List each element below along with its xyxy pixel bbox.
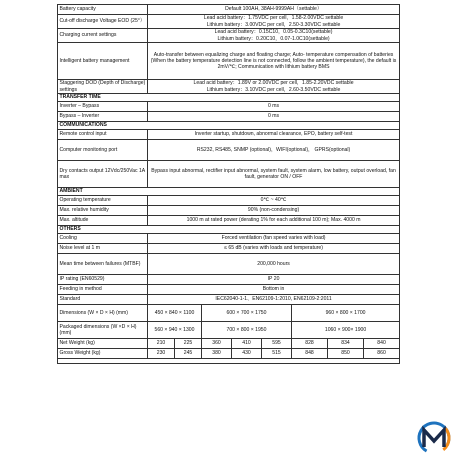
cut-off-row bbox=[58, 359, 400, 364]
row-value: Lead acid battery：1.75VDC per cell，1.58-2.00VDC settable Lithium battery：3.00VDC per cell，2.50-3.30VDC settable bbox=[148, 15, 400, 29]
spec-row-operating-temperature bbox=[58, 196, 400, 206]
spec-row-noise bbox=[58, 244, 400, 254]
spec-row-bypass-inverter bbox=[58, 112, 400, 122]
spec-row-packaged-dimensions bbox=[58, 322, 400, 339]
packaged-dimension-cell: 560 × 940 × 1300 bbox=[148, 322, 202, 339]
spec-row-mtbf bbox=[58, 254, 400, 275]
row-label: Gross Weight (kg) bbox=[58, 349, 148, 359]
row-value: 0 ms bbox=[148, 102, 400, 112]
weight-cell: 410 bbox=[232, 339, 262, 349]
section-header-communications bbox=[58, 122, 400, 130]
row-value: Bottom in bbox=[148, 285, 400, 295]
weight-cell: 848 bbox=[292, 349, 328, 359]
row-value: 1000 m at rated power (derating 1% for each additional 100 m); Max. 4000 m bbox=[148, 216, 400, 226]
row-label: Intelligent battery management bbox=[58, 43, 148, 80]
weight-cell: 828 bbox=[292, 339, 328, 349]
spec-table bbox=[57, 4, 400, 364]
row-label: Noise level at 1 m bbox=[58, 244, 148, 254]
row-value: 90% (non-condensing) bbox=[148, 206, 400, 216]
spec-row-monitoring-port bbox=[58, 140, 400, 161]
weight-cell: 850 bbox=[328, 349, 364, 359]
spec-row-net-weight bbox=[58, 339, 400, 349]
row-value: Default 100AH, 38AH-9999AH（settable） bbox=[148, 5, 400, 15]
row-label: Max. altitude bbox=[58, 216, 148, 226]
section-title: TRANSFER TIME bbox=[58, 94, 400, 102]
dimension-cell: 600 × 700 × 1750 bbox=[202, 305, 292, 322]
weight-cell: 380 bbox=[202, 349, 232, 359]
row-label: Mean time between failures (MTBF) bbox=[58, 254, 148, 275]
spec-row-humidity bbox=[58, 206, 400, 216]
row-value: 200,000 hours bbox=[148, 254, 400, 275]
row-label: Standard bbox=[58, 295, 148, 305]
section-header-transfer-time bbox=[58, 94, 400, 102]
row-value: Forced ventilation (fan speed varies with load) bbox=[148, 234, 400, 244]
row-label: Battery capacity bbox=[58, 5, 148, 15]
weight-cell: 210 bbox=[148, 339, 175, 349]
section-title: AMBIENT bbox=[58, 188, 400, 196]
dimension-cell: 960 × 800 × 1700 bbox=[292, 305, 400, 322]
row-label: Net Weight (kg) bbox=[58, 339, 148, 349]
spec-row-dimensions bbox=[58, 305, 400, 322]
weight-cell: 225 bbox=[175, 339, 202, 349]
spec-row-ip-rating bbox=[58, 275, 400, 285]
spec-row-charging-current bbox=[58, 29, 400, 43]
spec-row-remote-control bbox=[58, 130, 400, 140]
row-label: Staggering DOD (Depth of Discharge) settings bbox=[58, 80, 148, 94]
weight-cell: 515 bbox=[262, 349, 292, 359]
weight-cell: 860 bbox=[364, 349, 400, 359]
spec-row-dry-contacts bbox=[58, 161, 400, 188]
weight-cell: 840 bbox=[364, 339, 400, 349]
row-value: Lead acid battery：0.15C10，0.05-0.3C10(settable) Lithium battery：0.20C10，0.07-1.0C10(settable) bbox=[148, 29, 400, 43]
row-value: Bypass input abnormal, rectifier input abnormal, system fault, system alarm, low battery, output overload, fan fault, generator ON / OFF bbox=[148, 161, 400, 188]
row-value: Inverter startup, shutdown, abnormal clearance, EPO, battery self-test bbox=[148, 130, 400, 140]
section-header-ambient bbox=[58, 188, 400, 196]
spec-row-battery-capacity bbox=[58, 5, 400, 15]
spec-row-feeding-method bbox=[58, 285, 400, 295]
row-label: Cut-off discharge Voltage EOD (25°） bbox=[58, 15, 148, 29]
weight-cell: 360 bbox=[202, 339, 232, 349]
spec-row-dod bbox=[58, 80, 400, 94]
row-value: IP 20 bbox=[148, 275, 400, 285]
row-label: Cooling bbox=[58, 234, 148, 244]
spec-row-inverter-bypass bbox=[58, 102, 400, 112]
spec-row-battery-management bbox=[58, 43, 400, 80]
spec-row-gross-weight bbox=[58, 349, 400, 359]
row-label: Packaged dimensions (W ×D × H) (mm) bbox=[58, 322, 148, 339]
row-label: Feeding in method bbox=[58, 285, 148, 295]
brand-logo-icon bbox=[414, 419, 454, 457]
row-value: ≤ 65 dB (varies with loads and temperature) bbox=[148, 244, 400, 254]
weight-cell: 834 bbox=[328, 339, 364, 349]
spec-row-eod bbox=[58, 15, 400, 29]
section-title: COMMUNICATIONS bbox=[58, 122, 400, 130]
row-value: IEC62040-1-1、EN62109-1:2010, EN62109-2:2011 bbox=[148, 295, 400, 305]
spec-row-standard bbox=[58, 295, 400, 305]
row-value: Lead acid battery：1.89V or 2.00VDC per cell，1.85-2.20VDC settable Lithium battery：3.10VDC per cell，2.60-3.50VDC settable bbox=[148, 80, 400, 94]
row-label: Operating temperature bbox=[58, 196, 148, 206]
spec-row-altitude bbox=[58, 216, 400, 226]
row-label: Charging current settings bbox=[58, 29, 148, 43]
dimension-cell: 450 × 840 × 1100 bbox=[148, 305, 202, 322]
row-value: Auto-transfer between equalizing charge and floating charge; Auto- temperature compensation of batteries (When the battery temperature detection line is not connected, follow the ambient temperature), the default is 2mV/℃; Communication with lithium battery BMS bbox=[148, 43, 400, 80]
row-label: Dry contacts output 12Vdc/250Vac 1A max bbox=[58, 161, 148, 188]
section-title: OTHERS bbox=[58, 226, 400, 234]
weight-cell: 230 bbox=[148, 349, 175, 359]
row-label: Remote control input bbox=[58, 130, 148, 140]
row-label: Bypass – Inverter bbox=[58, 112, 148, 122]
spec-row-cooling bbox=[58, 234, 400, 244]
row-value: 0℃ ~ 40℃ bbox=[148, 196, 400, 206]
row-label: Max. relative humidity bbox=[58, 206, 148, 216]
row-value: RS232, RS485, SNMP (optional)，WIFI(optional)， GPRS(optional) bbox=[148, 140, 400, 161]
row-label: IP rating (EN60529) bbox=[58, 275, 148, 285]
weight-cell: 245 bbox=[175, 349, 202, 359]
row-label: Dimensions (W × D × H) (mm) bbox=[58, 305, 148, 322]
weight-cell: 430 bbox=[232, 349, 262, 359]
row-label: Inverter – Bypass bbox=[58, 102, 148, 112]
row-label: Computer monitoring port bbox=[58, 140, 148, 161]
packaged-dimension-cell: 700 × 800 × 1950 bbox=[202, 322, 292, 339]
weight-cell: 595 bbox=[262, 339, 292, 349]
spec-row-cut-off bbox=[58, 359, 400, 364]
row-value: 0 ms bbox=[148, 112, 400, 122]
packaged-dimension-cell: 1060 × 900× 1900 bbox=[292, 322, 400, 339]
section-header-others bbox=[58, 226, 400, 234]
